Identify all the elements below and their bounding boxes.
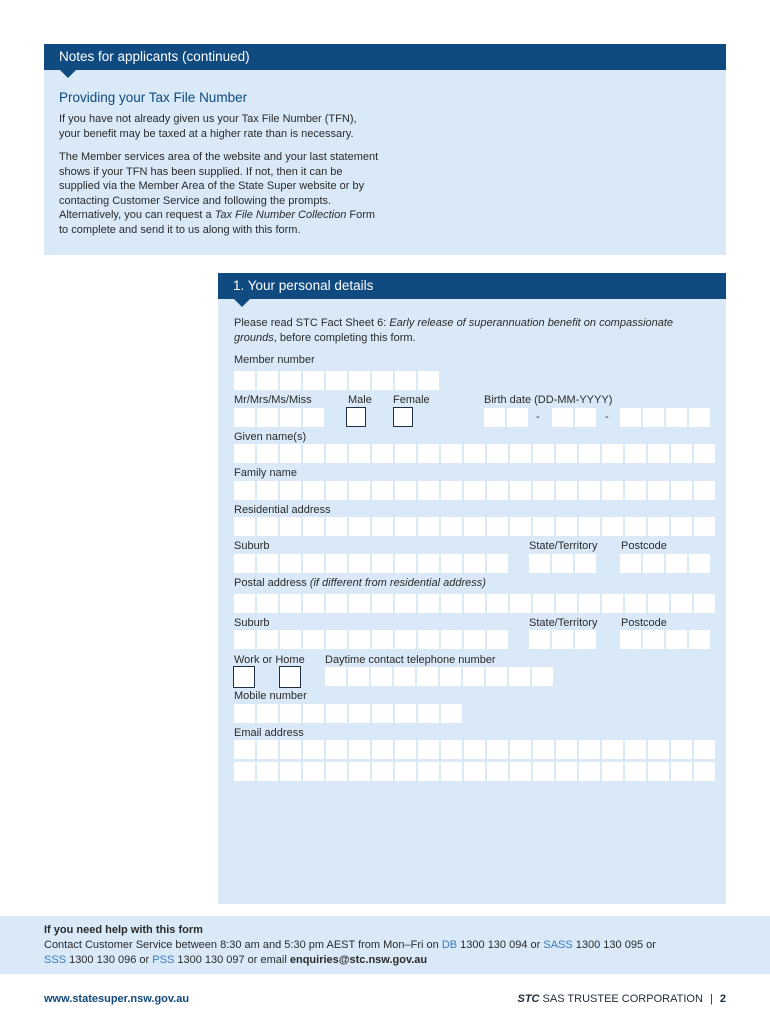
title-label: Mr/Mrs/Ms/Miss	[234, 394, 312, 406]
help-title: If you need help with this form	[44, 924, 203, 936]
postal-postcode-field[interactable]	[620, 630, 710, 649]
state-territory-label: State/Territory	[529, 540, 598, 552]
mobile-number-field[interactable]	[234, 704, 462, 723]
female-checkbox[interactable]	[393, 407, 413, 427]
daytime-phone-field[interactable]	[325, 667, 553, 686]
postcode-field[interactable]	[620, 554, 710, 573]
personal-intro	[234, 316, 694, 345]
sass-number: 1300 130 095 or	[572, 939, 656, 951]
notes-p2-text: The Member services area of the website and your last statement shows if your TFN has been supplied. If not, then it can be supplied via the Member Area of the State Super website or by contacting Customer Service and following the prompts. Alternatively, you can request a	[59, 151, 379, 222]
birth-date-label: Birth date (DD-MM-YYYY)	[484, 394, 613, 406]
residential-address-label: Residential address	[234, 504, 331, 516]
notes-header-text: Notes for applicants (continued)	[59, 49, 250, 64]
family-name-label: Family name	[234, 467, 297, 479]
suburb-label: Suburb	[234, 540, 270, 552]
notes-p2-tail: Form to complete and send it to us along with this form.	[59, 209, 376, 236]
suburb-field[interactable]	[234, 554, 508, 573]
work-or-home-label: Work or Home	[234, 654, 305, 666]
help-line-1: Contact Customer Service between 8:30 am and 5:30 pm AEST from Mon–Fri on	[44, 939, 442, 951]
pss-number: 1300 130 097 or email	[174, 954, 290, 966]
intro-tail: , before completing this form.	[273, 331, 416, 344]
header-pointer	[60, 70, 76, 78]
personal-header	[218, 273, 726, 299]
help-email-link[interactable]: enquiries@stc.nsw.gov.au	[289, 954, 428, 966]
male-checkbox[interactable]	[346, 407, 366, 427]
org-name: SAS TRUSTEE CORPORATION	[542, 993, 703, 1005]
notes-paragraph-2	[59, 150, 379, 238]
male-label: Male	[348, 394, 372, 406]
state-territory-label-2: State/Territory	[529, 617, 598, 629]
title-field[interactable]	[234, 408, 324, 427]
birth-month-field[interactable]	[552, 408, 596, 427]
given-names-label: Given name(s)	[234, 431, 307, 443]
intro-text: Please read STC Fact Sheet 6:	[234, 317, 390, 329]
notes-paragraph-1: If you have not already given us your Tax File Number (TFN), your benefit may be taxed at a higher rate than is necessary.	[59, 113, 357, 140]
email-field-line-2[interactable]	[234, 762, 715, 781]
db-scheme: DB	[441, 939, 458, 951]
birth-year-field[interactable]	[620, 408, 710, 427]
footer-divider: |	[709, 993, 713, 1005]
member-number-label: Member number	[234, 354, 315, 366]
postal-address-field[interactable]	[234, 594, 715, 613]
email-field-line-1[interactable]	[234, 740, 715, 759]
intro-italic: Early release of superannuation benefit on compassionate grounds	[234, 317, 674, 344]
postal-address-text: Postal address	[234, 577, 307, 589]
residential-address-field[interactable]	[234, 517, 715, 536]
date-separator: -	[605, 411, 609, 423]
postcode-label: Postcode	[621, 540, 667, 552]
page-number: 2	[719, 993, 726, 1005]
daytime-phone-label: Daytime contact telephone number	[325, 654, 496, 666]
member-number-field[interactable]	[234, 371, 439, 390]
sss-scheme: SSS	[44, 954, 67, 966]
postal-address-note: (if different from residential address)	[309, 577, 486, 589]
notes-p2-italic: Tax File Number Collection	[214, 209, 347, 222]
family-name-field[interactable]	[234, 481, 715, 500]
suburb-label-2: Suburb	[234, 617, 270, 629]
email-address-label: Email address	[234, 727, 304, 739]
header-pointer	[234, 299, 250, 307]
help-text	[44, 923, 734, 968]
postal-address-label	[234, 577, 486, 589]
mobile-number-label: Mobile number	[234, 690, 307, 702]
female-label: Female	[393, 394, 430, 406]
home-checkbox[interactable]	[279, 666, 301, 688]
personal-header-text: 1. Your personal details	[233, 278, 374, 293]
website-link[interactable]: www.statesuper.nsw.gov.au	[44, 993, 190, 1005]
notes-header	[44, 44, 726, 70]
date-separator: -	[536, 411, 540, 423]
notes-title: Providing your Tax File Number	[59, 90, 248, 105]
given-names-field[interactable]	[234, 444, 715, 463]
footer-org	[517, 993, 726, 1005]
sass-scheme: SASS	[543, 939, 573, 951]
work-checkbox[interactable]	[233, 666, 255, 688]
postcode-label-2: Postcode	[621, 617, 667, 629]
db-number: 1300 130 094 or	[457, 939, 544, 951]
sss-number: 1300 130 096 or	[66, 954, 153, 966]
state-field[interactable]	[529, 554, 596, 573]
pss-scheme: PSS	[152, 954, 175, 966]
postal-state-field[interactable]	[529, 630, 596, 649]
stc-logo: STC	[517, 993, 540, 1005]
birth-day-field[interactable]	[484, 408, 528, 427]
postal-suburb-field[interactable]	[234, 630, 508, 649]
